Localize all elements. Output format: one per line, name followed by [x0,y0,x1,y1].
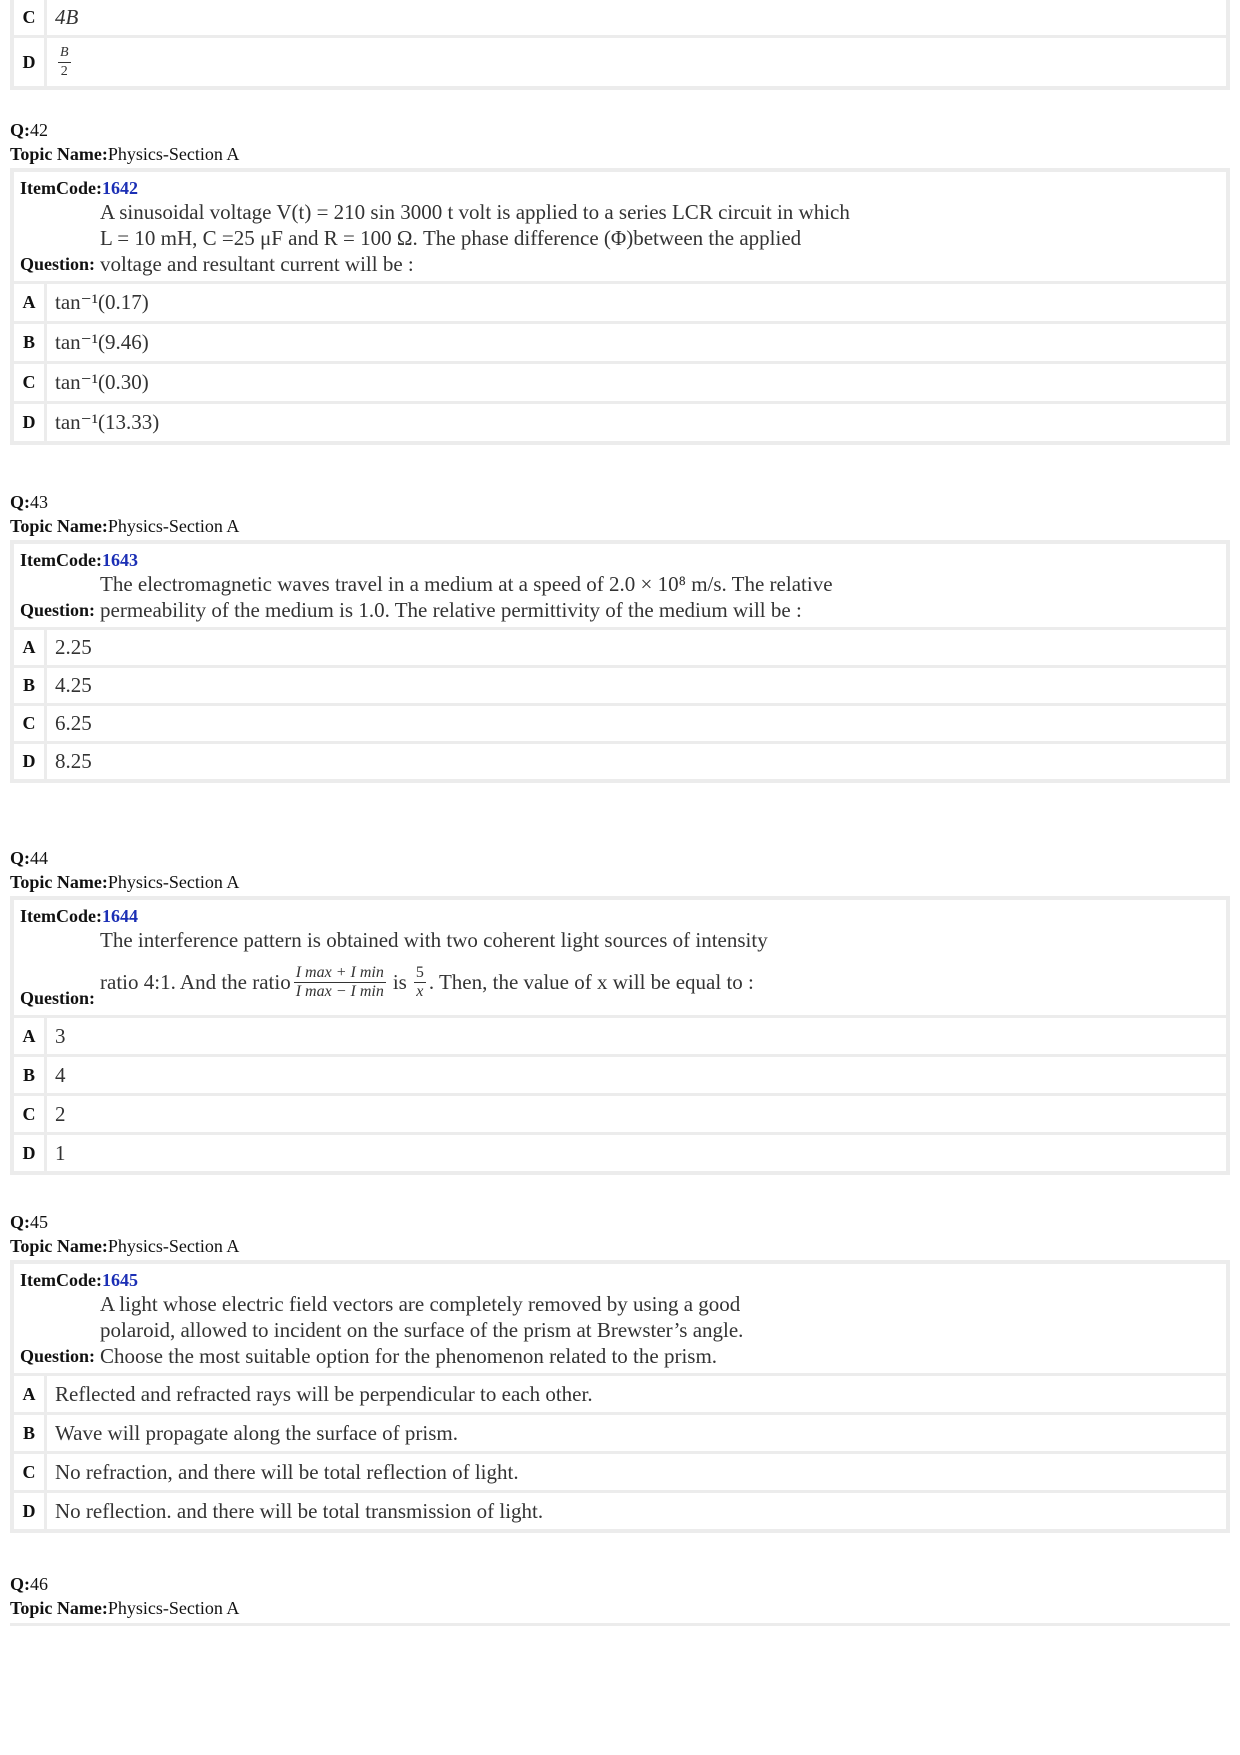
option-text: No reflection. and there will be total transmission of light. [55,1498,544,1523]
option-letter: A [14,630,47,665]
option-row[interactable] [14,1096,1226,1132]
option-letter: D [14,404,47,441]
option-letter: D [14,38,47,86]
question-body [20,199,1220,277]
topic-name: Topic Name:Physics-Section A [10,144,240,164]
option-text: 3 [55,1023,66,1048]
option-text: 1 [55,1140,66,1165]
option-row[interactable] [14,1454,1226,1490]
options-table [10,0,1230,90]
option-text: tan⁻¹(13.33) [55,410,160,434]
option-letter: C [14,0,47,35]
topic-name: Topic Name:Physics-Section A [10,1236,240,1256]
option-letter: A [14,1376,47,1412]
option-row[interactable] [14,1057,1226,1093]
option-row[interactable] [14,38,1226,86]
question-header [14,544,1226,627]
option-row[interactable] [14,324,1226,361]
question-text-line [100,953,850,1011]
option-text [47,44,74,81]
question-text [100,927,850,1011]
option-row[interactable] [14,1493,1226,1529]
question-text-line: The interference pattern is obtained with two coherent light sources of intensity [100,928,768,952]
item-code: ItemCode:1645 [20,1270,138,1290]
option-text: 8.25 [55,749,92,773]
fraction: $\frac{\text{I max + I min}}{\text{I max − I min}}$ [295,963,384,1000]
option-row[interactable] [14,1376,1226,1412]
option-letter: C [14,1096,47,1132]
option-letter: A [14,284,47,321]
option-text: 2.25 [55,635,92,659]
question-number: Q:46 [10,1574,48,1594]
option-text: tan⁻¹(0.17) [55,290,149,314]
question-text: The electromagnetic waves travel in a medium at a speed of 2.0 × 10⁸ m/s. The relative permeability of the medium is 1.0. The relative permittivity of the medium will be : [100,572,833,622]
options-table [14,1376,1226,1529]
text-fragment: is [392,970,407,994]
question-box [10,540,1230,783]
option-row[interactable] [14,630,1226,665]
topic-name: Topic Name:Physics-Section A [10,1598,240,1618]
option-letter: C [14,364,47,401]
question-label: Question: [20,254,96,274]
question-label: Question: [20,600,96,620]
option-text: tan⁻¹(0.30) [55,370,149,394]
option-letter: A [14,1018,47,1054]
options-table [14,1018,1226,1171]
topic-name: Topic Name:Physics-Section A [10,516,240,536]
question-block [10,846,1230,1175]
option-row[interactable] [14,0,1226,35]
question-number: Q:43 [10,492,48,512]
question-block [10,118,1230,445]
fraction: $\frac{5}{x}$ [415,963,424,1000]
option-row[interactable] [14,1018,1226,1054]
question-block [10,1572,1230,1626]
option-letter: D [14,1493,47,1529]
question-header [14,1264,1226,1373]
option-text: 2 [55,1101,66,1126]
question-block [10,490,1230,783]
option-row[interactable] [14,284,1226,321]
option-letter: B [14,1415,47,1451]
fraction: $\frac{B}{2}$ [60,44,69,79]
option-letter: C [14,1454,47,1490]
options-table [14,630,1226,779]
option-row[interactable] [14,404,1226,441]
option-row[interactable] [14,364,1226,401]
question-block [10,1210,1230,1533]
question-body [20,1291,1220,1369]
topic-name: Topic Name:Physics-Section A [10,872,240,892]
prev-options [10,0,1230,90]
option-text: 4B [55,5,79,29]
option-letter: D [14,744,47,779]
question-box [10,168,1230,445]
option-text: 4 [55,1062,66,1087]
item-code: ItemCode:1643 [20,550,138,570]
option-row[interactable] [14,668,1226,703]
option-letter: D [14,1135,47,1171]
text-fragment: . Then, the value of x will be equal to : [428,970,754,994]
options-table [14,284,1226,441]
option-row[interactable] [14,744,1226,779]
option-letter: B [14,668,47,703]
option-text: No refraction, and there will be total reflection of light. [55,1459,519,1484]
divider [10,1623,1230,1626]
option-letter: C [14,706,47,741]
text-fragment: ratio 4:1. And the ratio [100,970,291,994]
question-box [10,896,1230,1175]
option-text: Wave will propagate along the surface of prism. [55,1420,458,1445]
option-text: 6.25 [55,711,92,735]
option-text: 4.25 [55,673,92,697]
option-letter: B [14,1057,47,1093]
option-row[interactable] [14,706,1226,741]
question-body [20,571,1220,623]
item-code: ItemCode:1642 [20,178,138,198]
question-label: Question: [20,1346,96,1366]
question-header [14,172,1226,281]
question-number: Q:44 [10,848,48,868]
question-body [20,927,1220,1011]
option-text: tan⁻¹(9.46) [55,330,149,354]
question-box [10,1260,1230,1533]
question-label: Question: [20,988,96,1008]
question-header [14,900,1226,1015]
question-text: A light whose electric field vectors are completely removed by using a good polaroid, allowed to incident on the surface of the prism at Brewster’s angle. Choose the most suitable option for the phenomenon related to the prism. [100,1292,744,1368]
item-code: ItemCode:1644 [20,906,138,926]
option-letter: B [14,324,47,361]
question-number: Q:42 [10,120,48,140]
question-number: Q:45 [10,1212,48,1232]
option-row[interactable] [14,1135,1226,1171]
question-text: A sinusoidal voltage V(t) = 210 sin 3000 t volt is applied to a series LCR circuit in which L = 10 mH, C =25 μF and R = 100 Ω. The phase difference (Φ)between the applied voltage and resultant current will be : [100,200,850,276]
option-row[interactable] [14,1415,1226,1451]
option-text: Reflected and refracted rays will be perpendicular to each other. [55,1381,593,1406]
